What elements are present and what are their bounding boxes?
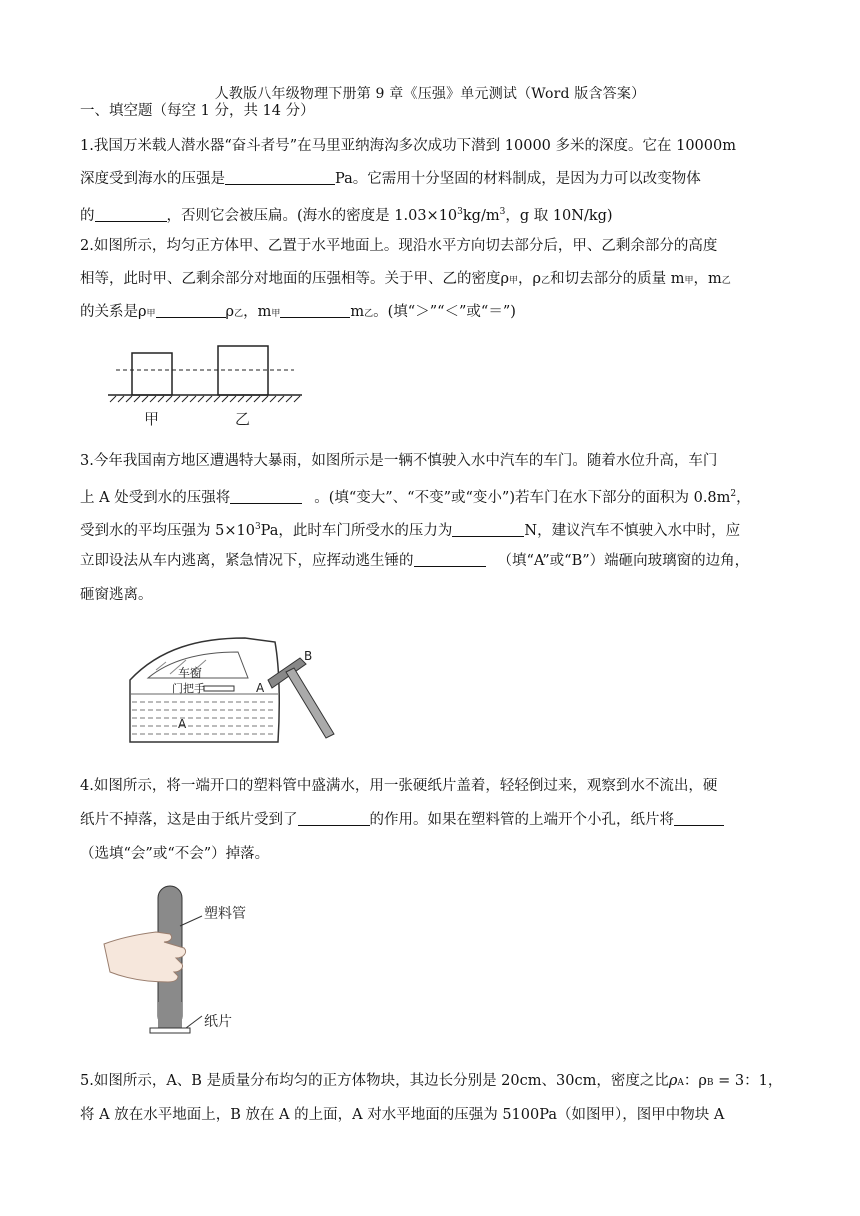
label-window: 车窗 [178, 666, 203, 680]
q3-line-4 [80, 552, 780, 570]
q5-sub: B [706, 1078, 714, 1088]
q4-text: 的作用。如果在塑料管的上端开个小孔，纸片将 [369, 812, 674, 828]
q1-text: 的 [80, 208, 95, 224]
q3-sup: 2 [730, 489, 737, 499]
q4-tube-figure [100, 882, 280, 1042]
q2-sub: 甲 [509, 276, 519, 286]
q1-line-3 [80, 203, 780, 225]
cube-jia [132, 353, 172, 395]
q1-text: Pa。它需用十分坚固的材料制成，是因为力可以改变物体 [335, 171, 701, 187]
q5-math: ：ρ [683, 1073, 707, 1089]
tube-pointer [180, 916, 202, 926]
label-point-a: A [178, 717, 187, 731]
q5-math: = 3：1， [713, 1073, 783, 1089]
q1-sup: 3 [457, 207, 463, 217]
q2-cubes-figure [100, 340, 310, 432]
q2-sub: 乙 [541, 276, 551, 286]
q3-line-1: 3.今年我国南方地区遭遇特大暴雨，如图所示是一辆不慎驶入水中汽车的车门。随着水位升高，车门 [80, 453, 718, 469]
q2-sub: 乙 [364, 309, 374, 319]
answer-blank[interactable] [95, 207, 167, 222]
label-paper: 纸片 [204, 1014, 232, 1030]
q1-text: 深度受到海水的压强是 [80, 171, 225, 187]
q3-text: 立即设法从车内逃离，紧急情况下，应挥动逃生锤的 [80, 553, 414, 569]
q3-car-door-figure [120, 630, 350, 752]
answer-blank[interactable] [452, 522, 524, 537]
q2-sub: 甲 [271, 309, 281, 319]
q3-line-2 [80, 485, 780, 507]
q3-text: Pa，此时车门所受水的压力为 [260, 523, 453, 539]
q5-text: 5.如图所示，A、B 是质量分布均匀的正方体物块，其边长分别是 20cm、30cm，密度之比 [80, 1073, 669, 1089]
ground-hatch [110, 396, 300, 402]
paper-card [150, 1028, 190, 1033]
tube-bottom [158, 1002, 182, 1028]
q3-text: N，建议汽车不慎驶入水中时，应 [524, 523, 741, 539]
q2-text: 相等，此时甲、乙剩余部分对地面的压强相等。关于甲、乙的密度ρ [80, 271, 510, 287]
q1-text: kg/m [462, 208, 500, 224]
door-handle [204, 686, 234, 691]
q4-line-1: 4.如图所示，将一端开口的塑料管中盛满水，用一张硬纸片盖着，轻轻倒过来，观察到水不流出，硬 [80, 778, 718, 794]
q2-text: ρ [225, 304, 235, 320]
q2-sub: 乙 [721, 276, 731, 286]
q5-line-2: 将 A 放在水平地面上，B 放在 A 的上面，A 对水平地面的压强为 5100Pa（如图甲），图甲中物块 A [80, 1107, 725, 1123]
q3-line-5: 砸窗逃离。 [80, 587, 153, 603]
q2-text: 的关系是ρ [80, 304, 147, 320]
q1-line-1: 1.我国万米载人潜水器“奋斗者号”在马里亚纳海沟多次成功下潜到 10000 多米的深度。它在 10000m [80, 138, 736, 154]
q3-text: 上 A 处受到水的压强将 [80, 490, 231, 506]
label-tube: 塑料管 [204, 906, 246, 922]
q2-text: 和切去部分的质量 m [550, 271, 685, 287]
answer-blank[interactable] [230, 489, 302, 504]
q4-text: 纸片不掉落，这是由于纸片受到了 [80, 812, 298, 828]
answer-blank[interactable] [414, 552, 486, 567]
q2-text: ，m [243, 304, 272, 320]
q2-line-2 [80, 270, 780, 290]
q4-line-3: （选填“会”或“不会”）掉落。 [80, 846, 270, 862]
paper-pointer [186, 1016, 202, 1028]
q3-sup: 3 [254, 522, 261, 532]
q2-text: ，ρ [518, 271, 542, 287]
q2-sub: 乙 [234, 309, 244, 319]
answer-blank[interactable] [298, 811, 370, 826]
q3-text: （填“A”或“B”）端砸向玻璃窗的边角， [497, 553, 750, 569]
q2-text: m [350, 304, 365, 320]
label-hammer-a: A [256, 681, 265, 695]
answer-blank[interactable] [674, 811, 724, 826]
label-jia: 甲 [144, 410, 160, 428]
q3-line-3 [80, 518, 780, 540]
label-yi: 乙 [235, 410, 251, 428]
q1-line-2 [80, 170, 780, 188]
label-handle: 门把手 [172, 682, 205, 695]
q5-math: ρ [668, 1073, 678, 1089]
q1-text: ，否则它会被压扁。(海水的密度是 1.03×10 [166, 208, 458, 224]
q1-text: ，g 取 10N/kg) [505, 208, 613, 224]
q1-sup: 3 [499, 207, 506, 217]
answer-blank[interactable] [156, 303, 226, 318]
q5-sub: A [677, 1078, 684, 1088]
q4-line-2 [80, 811, 780, 829]
q5-line-1 [80, 1072, 783, 1092]
answer-blank[interactable] [280, 303, 350, 318]
answer-blank[interactable] [225, 170, 335, 185]
q3-text: ， [736, 490, 751, 506]
q2-text: 。(填“＞”“＜”或“＝”) [373, 304, 516, 320]
q2-line-3 [80, 303, 780, 323]
q3-text: 受到水的平均压强为 5×10 [80, 523, 255, 539]
document-title: 人教版八年级物理下册第 9 章《压强》单元测试（Word 版含答案） [214, 86, 646, 102]
q2-text: ，m [693, 271, 722, 287]
hammer-handle [286, 668, 334, 738]
q2-sub: 甲 [684, 276, 694, 286]
section-heading: 一、填空题（每空 1 分，共 14 分） [80, 103, 315, 119]
label-hammer-b: B [304, 649, 313, 663]
q3-text: 。(填“变大”、“不变”或“变小”)若车门在水下部分的面积为 0.8m [314, 490, 731, 506]
q2-sub: 甲 [146, 309, 156, 319]
q2-line-1: 2.如图所示，均匀正方体甲、乙置于水平地面上。现沿水平方向切去部分后，甲、乙剩余部分的高度 [80, 238, 718, 254]
